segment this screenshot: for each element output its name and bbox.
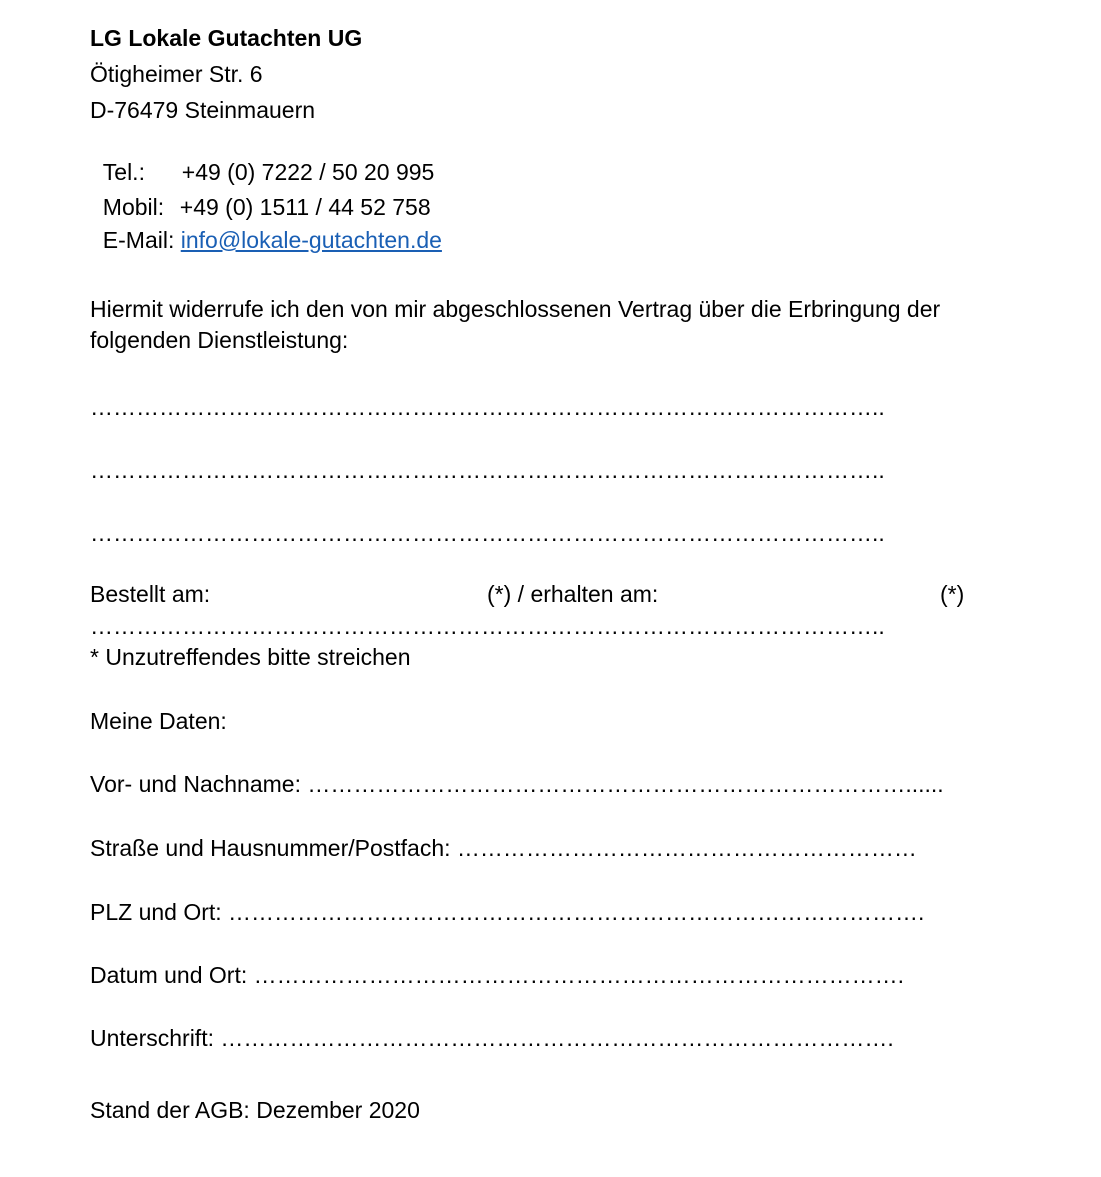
name-field: Vor- und Nachname: ……………………………………………………………………...... [90,771,944,797]
date-dotted-line: ………………………………………………………………………………………….. [90,613,885,639]
intro-text-line1: Hiermit widerrufe ich den von mir abgeschlossenen Vertrag über die Erbringung der [90,296,941,322]
erhalten-label: (*) / erhalten am: [487,581,659,607]
sender-company: LG Lokale Gutachten UG [90,25,363,51]
sender-street: Ötigheimer Str. 6 [90,61,263,87]
service-dotted-line-2: ………………………………………………………………………………………….. [90,457,885,483]
meine-daten-heading: Meine Daten: [90,708,227,734]
agb-status: Stand der AGB: Dezember 2020 [90,1097,420,1123]
tel-label: Tel.: [102,159,145,185]
erhalten-marker: (*) [940,581,965,607]
service-dotted-line-1: ………………………………………………………………………………………….. [90,394,885,420]
plz-field: PLZ und Ort: ………………………………………………………………………………. [90,899,925,925]
sender-email [90,201,442,253]
email-label: E-Mail: [102,227,181,253]
sender-city: D-76479 Steinmauern [90,97,316,123]
bestellt-label: Bestellt am: [90,581,211,607]
intro-text-line2: folgenden Dienstleistung: [90,327,349,353]
service-dotted-line-3: ………………………………………………………………………………………….. [90,520,885,546]
email-link[interactable]: info@lokale-gutachten.de [180,227,442,253]
footnote: * Unzutreffendes bitte streichen [90,644,411,670]
datum-field: Datum und Ort: …………………………………………………………………………. [90,962,905,988]
signature-field: Unterschrift: ……………………………………………………………………………. [90,1025,894,1051]
mobil-label: Mobil: [102,194,165,220]
tel-value: +49 (0) 7222 / 50 20 995 [181,159,435,185]
mobil-value: +49 (0) 1511 / 44 52 758 [179,194,431,220]
street-field: Straße und Hausnummer/Postfach: …………………………………………………… [90,835,917,861]
